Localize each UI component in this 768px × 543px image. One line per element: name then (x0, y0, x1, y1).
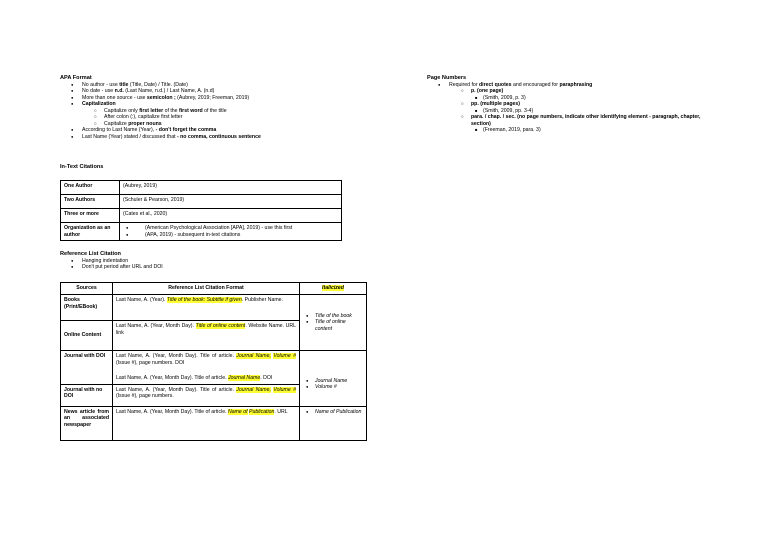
page-numbers-section (427, 75, 717, 134)
list-item: ○ pp. (multiple pages) (427, 101, 717, 108)
source-journal-doi: Journal with DOI (61, 351, 113, 385)
list-item: ○ para. / chap. / sec. (no page numbers, indicate other identifying element - paragraph, chapter, section) (427, 114, 717, 127)
source-news: News article from an associated newspaper (61, 406, 113, 440)
in-text-table (60, 180, 342, 241)
table-row (61, 223, 342, 241)
list-item: ● No date - use n.d. (Last Name, n.d.) / Last Name, A. (n.d) (60, 88, 390, 95)
table-row (61, 181, 342, 195)
apa-format-list (60, 82, 390, 141)
table-row (61, 406, 367, 440)
format-online: Last Name, A. (Year, Month Day). Title of online content. Website Name. URL link (113, 321, 300, 351)
apa-format-section (60, 75, 390, 140)
list-item: ● Journal Name (303, 378, 363, 385)
source-online: Online Content (61, 321, 113, 351)
list-item: ● More than one source - use semicolon ; (Aubrey, 2019; Freeman, 2019) (60, 95, 390, 102)
table-cell-label: Organization as an author (61, 223, 120, 241)
in-text-heading: In-Text Citations (60, 164, 104, 170)
format-news: Last Name, A. (Year, Month Day). Title of article. Name of Publication. URL (113, 406, 300, 440)
reference-list-section (60, 251, 360, 271)
apa-format-heading: APA Format (60, 75, 92, 81)
table-cell-label: Three or more (61, 209, 120, 223)
list-item: ■ (Smith, 2009, p. 3) (427, 95, 717, 102)
italicized-news (300, 406, 367, 440)
table-cell-label: One Author (61, 181, 120, 195)
table-cell-value: (Cates et al., 2020) (120, 209, 342, 223)
table-cell-label: Two Authors (61, 195, 120, 209)
reference-list-rules (60, 258, 360, 271)
list-item: ○ p. (one page) (427, 88, 717, 95)
table-row (61, 295, 367, 321)
list-item: ○ Capitalize only first letter of the first word of the title (60, 108, 390, 115)
table-row (61, 351, 367, 385)
list-item: ● Don't put period after URL and DOI (60, 264, 360, 271)
list-item: ● (American Psychological Association [APA], 2019) - use this first (123, 225, 338, 232)
list-item: ● Last Name (Year) stated / discussed that - no comma, continuous sentence (60, 134, 390, 141)
format-journal-doi: Last Name, A. (Year, Month Day). Title of article. Journal Name, Volume #(Issue #), page numbers. DOI Last Name, A. (Year, Month Day). Title of article. Journal Name. DOI (113, 351, 300, 385)
source-journal-no-doi: Journal with no DOI (61, 384, 113, 406)
italicized-books-online (300, 295, 367, 351)
list-item: ● Capitalization (60, 101, 390, 108)
list-item: ● Title of online content (303, 319, 363, 332)
list-item: ○ Capitalize proper nouns (60, 121, 390, 128)
italicized-journal (300, 351, 367, 407)
table-cell-value (120, 223, 342, 241)
page-numbers-list (427, 82, 717, 134)
reference-list-heading: Reference List Citation (60, 251, 121, 257)
format-books: Last Name, A. (Year). Title of the book: Subtitle if given. Publisher Name. (113, 295, 300, 321)
list-item: ■ (Freeman, 2019, para. 3) (427, 127, 717, 134)
table-cell-value: (Schuler & Pearson, 2019) (120, 195, 342, 209)
header-italicized: Italicized (300, 283, 367, 295)
list-item: ● Name of Publication (303, 409, 363, 416)
table-cell-value: (Aubrey, 2019) (120, 181, 342, 195)
list-item: ○ After colon (:), capitalize first letter (60, 114, 390, 121)
list-item: ● No author - use title (Title, Date) / Title. (Date) (60, 82, 390, 89)
source-books: Books (Print/EBook) (61, 295, 113, 321)
list-item: ● Hanging indentation (60, 258, 360, 265)
table-header-row (61, 283, 367, 295)
list-item: ● Required for direct quotes and encouraged for paraphrasing (427, 82, 717, 89)
table-row (61, 195, 342, 209)
list-item: ● Volume # (303, 384, 363, 391)
table-row (61, 209, 342, 223)
list-item: ● (APA, 2019) - subsequent in-text citations (123, 232, 338, 239)
list-item: ● According to Last Name (Year), - don't forget the comma (60, 127, 390, 134)
list-item: ● Title of the book (303, 313, 363, 320)
list-item: ■ (Smith, 2009, pp. 3-4) (427, 108, 717, 115)
format-journal-no-doi: Last Name, A. (Year, Month Day). Title of article. Journal Name, Volume #(Issue #), page numbers. (113, 384, 300, 406)
reference-format-table (60, 282, 367, 441)
page-numbers-heading: Page Numbers (427, 75, 467, 81)
header-sources: Sources (61, 283, 113, 295)
header-format: Reference List Citation Format (113, 283, 300, 295)
